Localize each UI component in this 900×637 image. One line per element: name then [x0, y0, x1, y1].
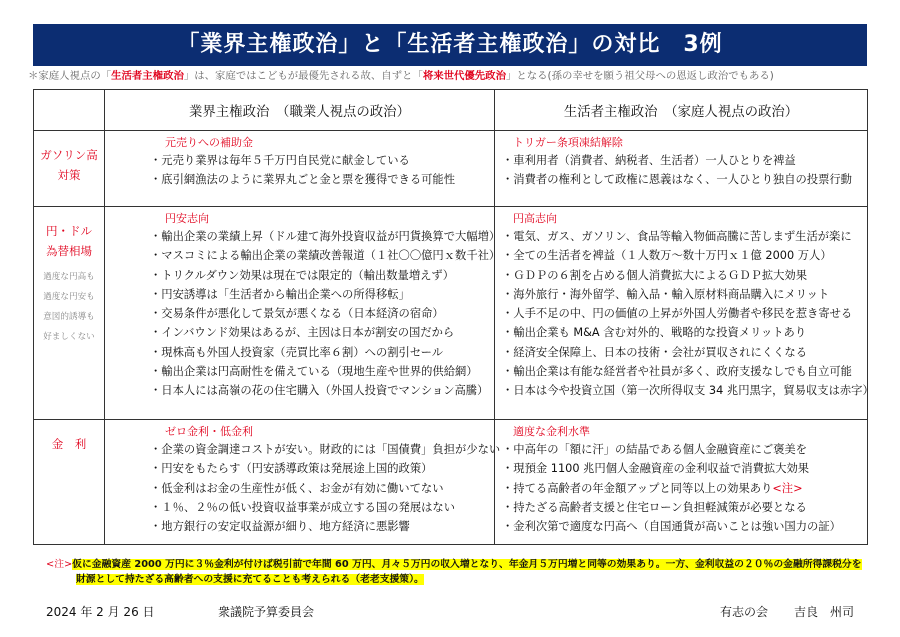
table-header-row	[34, 90, 868, 131]
note-ref-tag: <注>	[772, 481, 803, 495]
list-item: ・輸出企業は円高耐性を備えている（現地生産や世界的供給網）	[150, 365, 478, 379]
list-item-text: ・持てる高齢者の年金額アップと同等以上の効果あり	[502, 481, 773, 495]
subtitle-highlight-1: 生活者主権政治	[111, 70, 184, 82]
row-label-line: 円・ドル	[46, 224, 92, 238]
list-item: ・輸出企業は有能な経営者や社員が多く、政府支援なしでも自立可能	[502, 365, 852, 379]
right-cell	[495, 207, 874, 420]
left-section-title: 元売りへの補助金	[165, 136, 253, 149]
list-item: ・消費者の権利として政権に恩義はなく、一人ひとり独自の投票行動	[502, 173, 852, 187]
right-section-title: 適度な金利水準	[513, 425, 590, 438]
left-item-list	[105, 440, 501, 536]
left-cell	[105, 207, 501, 420]
list-item: ・トリクルダウン効果は現在では限定的（輸出数量増えず）	[150, 268, 455, 282]
list-item	[502, 479, 867, 498]
row-label-note: 意図的誘導も	[43, 312, 95, 322]
right-item-list	[495, 440, 867, 536]
right-item-list	[495, 151, 867, 190]
footnote-line-1	[46, 557, 862, 572]
list-item: ・輸出企業の業績上昇（ドル建て海外投資収益が円貨換算で大幅増）	[150, 230, 501, 243]
row-label-line: 為替相場	[46, 244, 92, 258]
right-item-list	[495, 227, 874, 401]
list-item: ・円安誘導は「生活者から輸出企業への所得移転」	[150, 287, 410, 301]
list-item: ・中高年の「額に汗」の結晶である個人金融資産にご褒美を	[502, 443, 808, 456]
list-item: ・持たざる高齢者支援と住宅ローン負担軽減策が必要となる	[502, 500, 807, 514]
right-cell	[495, 131, 868, 207]
list-item: ・人手不足の中、円の価値の上昇が外国人労働者や移民を惹き寄せる	[502, 307, 853, 321]
row-label-note: 過度な円安も	[43, 292, 95, 302]
row-label-note: 過度な円高も	[43, 272, 95, 282]
right-cell	[495, 420, 868, 545]
row-label-interest	[34, 420, 105, 545]
list-item: ・ＧＤＰの６割を占める個人消費拡大によるＧＤＰ拡大効果	[502, 268, 808, 282]
footnote	[46, 557, 862, 587]
comparison-table	[33, 89, 874, 545]
subtitle-suffix: 」となる(孫の幸せを願う祖父母への恩返し政治でもある)	[505, 70, 774, 82]
footnote-tag: <注>	[46, 559, 73, 570]
left-section-title: 円安志向	[165, 212, 209, 225]
footnote-line-2	[46, 572, 862, 587]
left-cell	[105, 420, 501, 545]
row-label-line: ガソリン高	[40, 148, 98, 162]
list-item: ・現株高も外国人投資家（売買比率６割）への割引セール	[150, 345, 444, 359]
list-item: ・地方銀行の安定収益源が細り、地方経済に悪影響	[150, 520, 410, 534]
table-row	[34, 207, 868, 420]
header-blank-cell	[34, 90, 105, 131]
footer-committee: 衆議院予算委員会	[218, 605, 315, 619]
subtitle-highlight-2: 将来世代優先政治	[422, 70, 506, 82]
footer-date: 2024 年 2 月 26 日	[46, 605, 155, 619]
list-item: ・金利次第で適度な円高へ（自国通貨が高いことは強い国力の証）	[502, 520, 841, 534]
footnote-text-1: 仮に金融資産 2000 万円に３％金利が付けば税引前で年間 60 万円、月々５万円の収入増となり、年金月５万円増と同等の効果あり。一方、金利収益の２０％の金融所得課税分を	[72, 559, 862, 570]
list-item: ・輸出企業も M&A 含む対外的、戦略的な投資メリットあり	[502, 326, 807, 340]
left-item-list	[105, 227, 501, 401]
list-item: ・マスコミによる輸出企業の業績改善報道（１社〇〇億円ｘ数千社）	[150, 249, 501, 263]
header-right: 生活者主権政治 （家庭人視点の政治）	[495, 90, 868, 131]
list-item: ・現預金 1100 兆円個人金融資産の金利収益で消費拡大効果	[502, 462, 810, 476]
list-item: ・インバウンド効果はあるが、主因は日本が割安の国だから	[150, 326, 455, 340]
list-item: ・企業の資金調達コストが安い。財政的には「国債費」負担が少ない	[150, 443, 501, 456]
row-label-note: 好ましくない	[43, 332, 95, 342]
list-item: ・日本人には高嶺の花の住宅購入（外国人投資でマンション高騰）	[150, 384, 489, 398]
list-item: ・円安をもたらす（円安誘導政策は発展途上国的政策）	[150, 462, 433, 476]
left-cell	[105, 131, 495, 207]
list-item: ・車利用者（消費者、納税者、生活者）一人ひとりを裨益	[502, 154, 796, 167]
list-item: ・海外旅行・海外留学、輸入品・輸入原材料商品購入にメリット	[502, 287, 830, 301]
list-item: ・低金利はお金の生産性が低く、お金が有効に働いてない	[150, 481, 444, 495]
row-label-fx	[34, 207, 105, 420]
list-item: ・電気、ガス、ガソリン、食品等輸入物価高騰に苦しまず生活が楽に	[502, 230, 852, 243]
footnote-text-2: 財源として持たざる高齢者への支援に充てることも考えられる（老老支援策）。	[76, 574, 424, 585]
list-item: ・日本は今や投資立国（第一次所得収支 34 兆円黒字，貿易収支は赤字）	[502, 384, 874, 398]
subtitle	[28, 69, 874, 83]
subtitle-prefix: ＊家庭人視点の「	[28, 70, 112, 82]
footer-party: 有志の会	[720, 605, 769, 619]
list-item: ・交易条件が悪化して景気が悪くなる（日本経済の宿命）	[150, 307, 444, 321]
table-row	[34, 420, 868, 545]
list-item: ・１％、２％の低い投資収益事業が成立する国の発展はない	[150, 500, 456, 514]
list-item: ・元売り業界は毎年５千万円自民党に献金している	[150, 154, 410, 167]
footer-author: 吉良 州司	[794, 605, 855, 619]
row-label-line: 対策	[57, 168, 81, 182]
header-left: 業界主権政治 （職業人視点の政治）	[105, 90, 495, 131]
left-section-title: ゼロ金利・低金利	[165, 425, 253, 438]
right-section-title: 円高志向	[513, 212, 557, 225]
row-label-line: 金 利	[51, 437, 87, 451]
row-label-gasoline	[34, 131, 105, 207]
left-item-list	[105, 151, 494, 190]
list-item: ・底引網漁法のように業界丸ごと金と票を獲得できる可能性	[150, 173, 456, 187]
table-row	[34, 131, 868, 207]
page-title: 「業界主権政治」と「生活者主権政治」の対比 3例	[33, 24, 867, 66]
subtitle-middle: 」は、家庭ではこどもが最優先される故、自ずと「	[183, 70, 423, 82]
list-item: ・全ての生活者を裨益（１人数万～数十万円ｘ１億 2000 万人）	[502, 249, 832, 263]
list-item: ・経済安全保障上、日本の技術・会社が買収されにくくなる	[502, 345, 808, 359]
right-section-title: トリガー条項凍結解除	[513, 136, 623, 149]
